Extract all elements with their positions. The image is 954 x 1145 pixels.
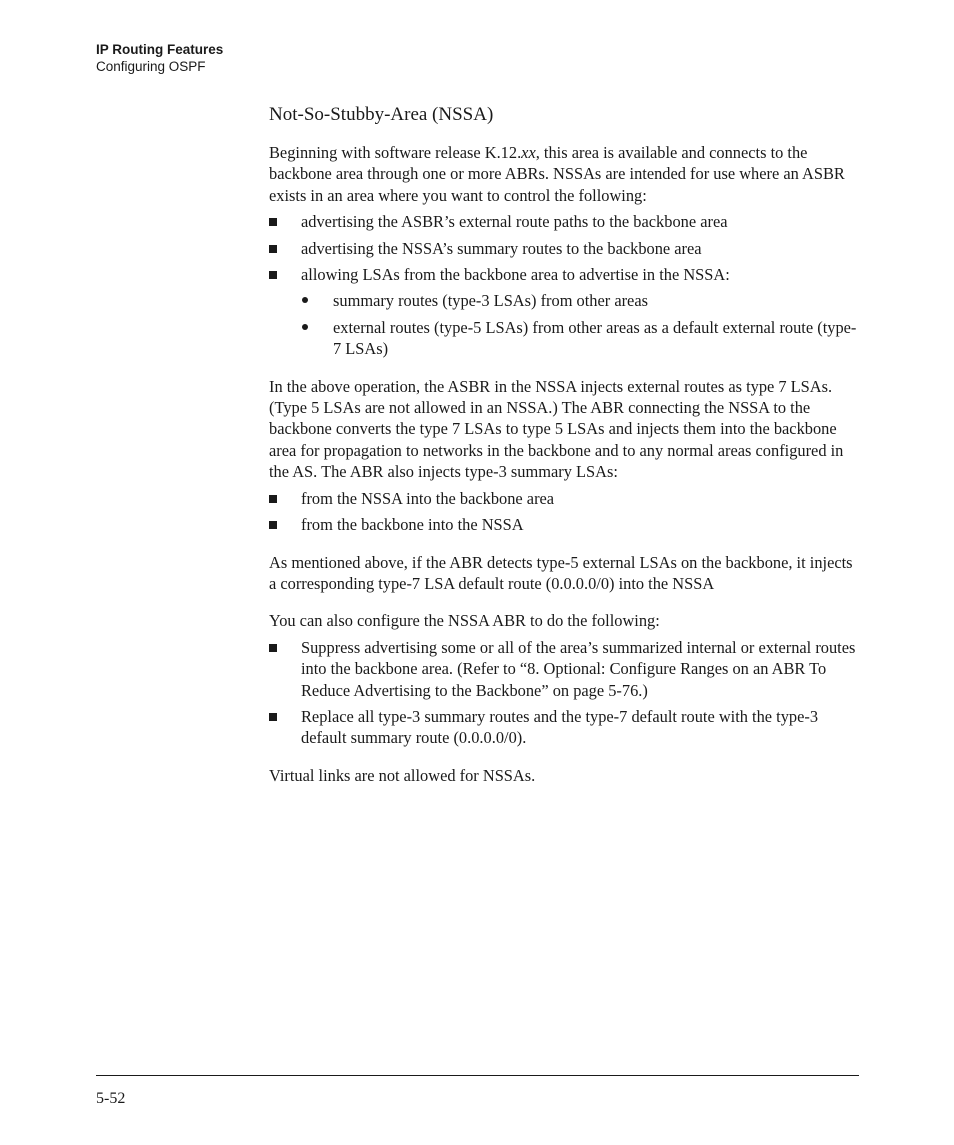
- list-item-text: Replace all type-3 summary routes and the type-7 default route with the type-3 default summary route (0.0.0.0/0).: [301, 706, 819, 748]
- list-item: [269, 238, 861, 259]
- intro-text-start: Beginning with software release K.12.: [269, 143, 522, 162]
- section-subtitle: Configuring OSPF: [96, 59, 206, 74]
- sublist-item: [301, 317, 861, 360]
- square-bullet-icon: [269, 495, 277, 503]
- abr-options-list: [269, 637, 861, 749]
- square-bullet-icon: [269, 521, 277, 529]
- nssa-control-list: [269, 211, 861, 359]
- summary-lsa-list: [269, 488, 861, 536]
- square-bullet-icon: [269, 644, 277, 652]
- running-head: [96, 41, 223, 75]
- operation-paragraph: In the above operation, the ASBR in the NSSA injects external routes as type 7 LSAs. (Type 5 LSAs are not allowed in an NSSA.) The ABR connecting the NSSA to the backbone converts the type 7 LSAs to type 5 LSAs and injects them into the backbone area for propagation to networks in the backbone and to any normal areas configured in the AS. The ABR also injects type-3 summary LSAs:: [269, 376, 844, 482]
- intro-version-italic: xx: [521, 143, 536, 162]
- intro-paragraph: [269, 142, 861, 206]
- configure-paragraph: You can also configure the NSSA ABR to do the following:: [269, 611, 660, 631]
- sublist-item-text: summary routes (type-3 LSAs) from other areas: [333, 291, 648, 311]
- list-item-text: allowing LSAs from the backbone area to advertise in the NSSA:: [301, 265, 730, 285]
- round-bullet-icon: [302, 324, 308, 330]
- round-bullet-icon: [302, 297, 308, 303]
- square-bullet-icon: [269, 271, 277, 279]
- list-item-text: advertising the ASBR’s external route paths to the backbone area: [301, 212, 728, 232]
- list-item: [269, 706, 861, 749]
- list-item: [269, 637, 861, 701]
- square-bullet-icon: [269, 218, 277, 226]
- list-item-text: Suppress advertising some or all of the area’s summarized internal or external routes into the backbone area. (Refer to “8. Optional: Configure Ranges on an ABR To Reduce Advertising to the Backbone” on page 5-76.): [301, 637, 856, 700]
- list-item-text: from the NSSA into the backbone area: [301, 488, 555, 508]
- sublist-item: [301, 290, 861, 311]
- default-route-paragraph: As mentioned above, if the ABR detects type-5 external LSAs on the backbone, it injects a corresponding type-7 LSA default route (0.0.0.0/0) into the NSSA: [269, 552, 853, 593]
- square-bullet-icon: [269, 245, 277, 253]
- lsa-sublist: [301, 290, 861, 359]
- page-number: 5-52: [96, 1090, 126, 1107]
- sublist-item-text: external routes (type-5 LSAs) from other areas as a default external route (type-7 LSAs): [333, 317, 857, 359]
- virtual-links-paragraph: Virtual links are not allowed for NSSAs.: [269, 765, 536, 785]
- intro-text-end: , this area is available and connects to the backbone area through one or more ABRs. NSSAs are intended for use where an ASBR exists in an area where you want to control the following:: [269, 143, 845, 205]
- list-item: [269, 264, 861, 360]
- list-item-text: from the backbone into the NSSA: [301, 515, 524, 535]
- section-heading: Not-So-Stubby-Area (NSSA): [269, 104, 494, 125]
- page-content: [269, 102, 861, 802]
- list-item: [269, 514, 861, 535]
- square-bullet-icon: [269, 713, 277, 721]
- chapter-title: IP Routing Features: [96, 42, 224, 57]
- footer-divider: [96, 1075, 859, 1076]
- list-item: [269, 211, 861, 232]
- list-item: [269, 488, 861, 509]
- list-item-text: advertising the NSSA’s summary routes to the backbone area: [301, 238, 702, 258]
